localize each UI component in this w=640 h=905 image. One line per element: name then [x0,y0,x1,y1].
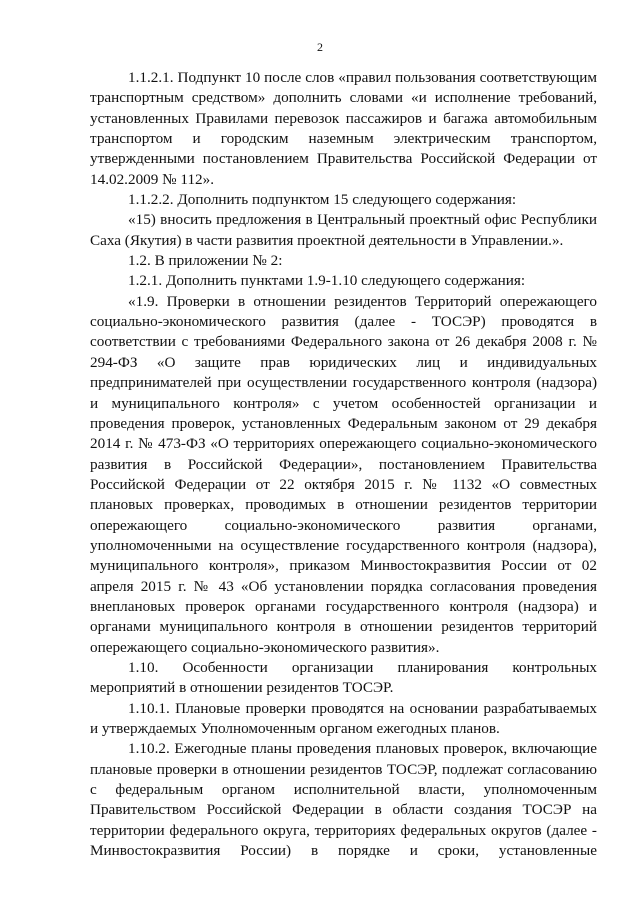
paragraph-1-9: «1.9. Проверки в отношении резидентов Территорий опережающего социально-экономического развития (далее - ТОСЭР) проводятся в соответствии с требованиями Федерального закона от 26 декабря 2008 г. № 294-ФЗ «О защите прав юридических лиц и индивидуальных предпринимателей при осуществлении государственного контроля (надзора) и муниципального контроля» с учетом особенностей организации и проведения проверок, установленных Федеральным законом от 29 декабря 2014 г. № 473-ФЗ «О территориях опережающего социально-экономического развития в Российской Федерации», постановлением Правительства Российской Федерации от 22 октября 2015 г. № 1132 «О совместных плановых проверках, проводимых в отношении резидентов территории опережающего социально-экономического развития органами, уполномоченными на осуществление государственного контроля (надзора), муниципального контроля», приказом Минвостокразвития России от 02 апреля 2015 г. № 43 «Об установлении порядка согласования проведения внеплановых проверок органами государственного контроля (надзора) и органами муниципального контроля в отношении резидентов территорий опережающего социально-экономического развития». [90,292,597,656]
paragraph-1-10: 1.10. Особенности организации планирования контрольных мероприятий в отношении резидентов ТОСЭР. [90,658,597,697]
page-number: 2 [317,40,323,54]
paragraph-1-2-1: 1.2.1. Дополнить пунктами 1.9-1.10 следующего содержания: [128,272,526,290]
paragraph-1-1-2-2: 1.1.2.2. Дополнить подпунктом 15 следующего содержания: [128,191,517,209]
paragraph-1-2: 1.2. В приложении № 2: [128,252,283,270]
paragraph-item-15: «15) вносить предложения в Центральный проектный офис Республики Саха (Якутия) в части развития проектной деятельности в Управлении.». [90,211,597,249]
paragraph-1-1-2-1: 1.1.2.1. Подпункт 10 после слов «правил пользования соответствующим транспортным средством» дополнить словами «и исполнение требований, установленных Правилами перевозок пассажиров и багажа автомобильным транспортом и городским наземным электрическим транспортом, утвержденными постановлением Правительства Российской Федерации от 14.02.2009 № 112». [90,69,597,188]
paragraph-1-10-1: 1.10.1. Плановые проверки проводятся на основании разрабатываемых и утверждаемых Уполномоченным органом ежегодных планов. [90,699,597,737]
paragraph-1-10-2: 1.10.2. Ежегодные планы проведения плановых проверок, включающие плановые проверки в отношении резидентов ТОСЭР, подлежат согласованию с федеральным органом исполнительной власти, уполномоченным Правительством Российской Федерации в области создания ТОСЭР на территории федерального округа, территориях федеральных округов (далее - Минвостокразвития России) в порядке и сроки, установленные [90,740,597,860]
document-body [90,68,597,861]
